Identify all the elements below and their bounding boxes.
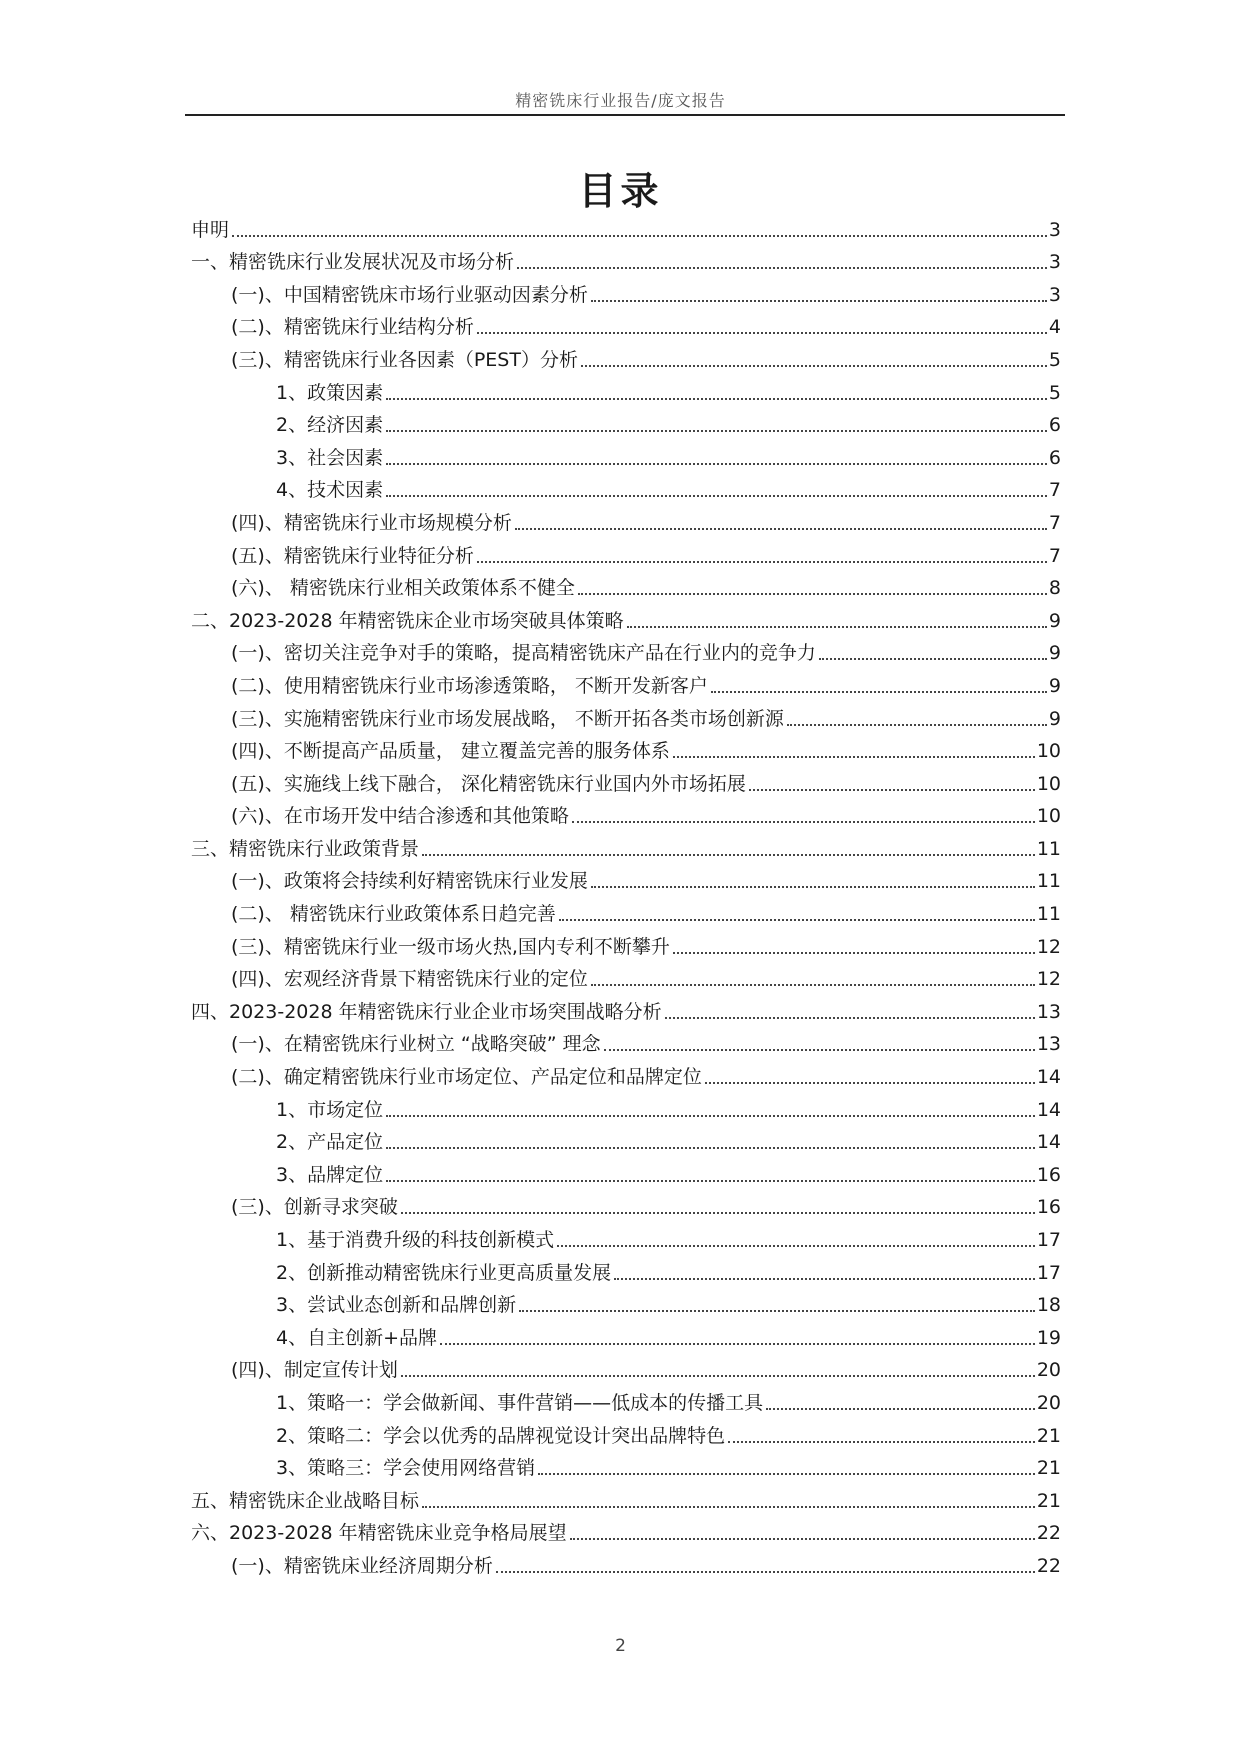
toc-entry[interactable] [191,669,1061,702]
toc-entry-title: (六)、在市场开发中结合渗透和其他策略 [231,805,569,828]
toc-dot-leader [477,332,1047,334]
toc-entry-page: 9 [1048,707,1061,730]
toc-entry[interactable] [191,246,1061,279]
toc-dot-leader [386,1115,1035,1117]
toc-entry-page: 11 [1036,870,1061,893]
toc-dot-leader [614,1278,1035,1280]
toc-dot-leader [570,1538,1035,1540]
toc-dot-leader [578,593,1047,595]
toc-entry-page: 3 [1048,283,1061,306]
toc-dot-leader [422,854,1035,856]
header-divider [185,114,1065,116]
toc-entry-title: (三)、精密铣床行业一级市场火热,国内专利不断攀升 [231,935,670,958]
toc-dot-leader [604,1049,1035,1051]
toc-entry-page: 22 [1036,1522,1061,1545]
toc-dot-leader [386,463,1047,465]
toc-entry-page: 14 [1036,1066,1061,1089]
toc-dot-leader [591,984,1035,986]
toc-entry-title: 3、品牌定位 [276,1163,384,1186]
running-header: 精密铣床行业报告/庞文报告 [515,91,726,110]
toc-dot-leader [766,1408,1035,1410]
toc-entry-page: 21 [1036,1424,1061,1447]
toc-dot-leader [749,789,1035,791]
toc-entry-page: 12 [1036,968,1061,991]
toc-entry[interactable] [191,1158,1061,1191]
toc-entry[interactable] [191,1452,1061,1485]
toc-entry-title: 3、策略三：学会使用网络营销 [276,1457,536,1480]
toc-dot-leader [386,1180,1035,1182]
toc-entry-title: 五、精密铣床企业战略目标 [191,1489,420,1512]
toc-entry-page: 9 [1048,642,1061,665]
toc-entry-page: 6 [1048,414,1061,437]
toc-entry-page: 14 [1036,1098,1061,1121]
toc-dot-leader [386,495,1047,497]
toc-entry[interactable] [191,278,1061,311]
toc-dot-leader [477,561,1047,563]
toc-dot-leader [401,1375,1035,1377]
toc-entry[interactable] [191,474,1061,507]
toc-entry-title: 2、经济因素 [276,414,384,437]
toc-entry-title: 2、策略二：学会以优秀的品牌视觉设计突出品牌特色 [276,1424,726,1447]
toc-dot-leader [401,1212,1035,1214]
toc-entry-title: 一、精密铣床行业发展状况及市场分析 [191,251,515,274]
toc-entry-page: 19 [1036,1326,1061,1349]
toc-entry[interactable] [191,897,1061,930]
toc-entry-page: 20 [1036,1359,1061,1382]
page-title: 目录 [578,169,663,213]
toc-entry-title: 2、产品定位 [276,1131,384,1154]
toc-entry-page: 7 [1048,511,1061,534]
toc-dot-leader [422,1506,1035,1508]
toc-dot-leader [232,235,1047,237]
toc-entry-title: (三)、创新寻求突破 [231,1196,398,1219]
toc-entry[interactable] [191,311,1061,344]
toc-dot-leader [386,430,1047,432]
toc-entry-title: 4、自主创新+品牌 [276,1326,438,1349]
toc-entry-title: (二)、确定精密铣床行业市场定位、产品定位和品牌定位 [231,1066,702,1089]
toc-entry[interactable] [191,800,1061,833]
toc-entry-page: 4 [1048,316,1061,339]
toc-dot-leader [591,300,1047,302]
page-number: 2 [615,1636,626,1656]
toc-entry[interactable] [191,376,1061,409]
toc-entry[interactable] [191,506,1061,539]
toc-entry[interactable] [191,1517,1061,1550]
toc-entry-page: 17 [1036,1261,1061,1284]
toc-entry[interactable] [191,213,1061,246]
toc-entry-page: 12 [1036,935,1061,958]
toc-entry-title: (三)、实施精密铣床行业市场发展战略， 不断开拓各类市场创新源 [231,707,784,730]
toc-entry[interactable] [191,963,1061,996]
toc-entry-title: (二)、精密铣床行业结构分析 [231,316,474,339]
toc-dot-leader [572,821,1035,823]
toc-entry-page: 10 [1036,805,1061,828]
toc-dot-leader [728,1441,1035,1443]
toc-entry-page: 5 [1048,381,1061,404]
toc-entry-title: 申明 [191,218,230,241]
toc-entry-page: 10 [1036,772,1061,795]
toc-entry[interactable] [191,1549,1061,1582]
toc-dot-leader [673,756,1035,758]
toc-entry-page: 3 [1048,251,1061,274]
toc-entry[interactable] [191,1060,1061,1093]
toc-dot-leader [517,267,1047,269]
toc-entry-page: 11 [1036,837,1061,860]
toc-entry-page: 6 [1048,446,1061,469]
toc-dot-leader [557,1245,1035,1247]
toc-entry-title: 三、精密铣床行业政策背景 [191,837,420,860]
toc-entry-page: 8 [1048,577,1061,600]
toc-entry-title: (四)、精密铣床行业市场规模分析 [231,511,512,534]
toc-entry-title: (五)、实施线上线下融合， 深化精密铣床行业国内外市场拓展 [231,772,746,795]
toc-entry[interactable] [191,865,1061,898]
toc-dot-leader [519,1310,1035,1312]
toc-entry-title: (四)、不断提高产品质量， 建立覆盖完善的服务体系 [231,740,670,763]
toc-entry-title: (三)、精密铣床行业各因素（PEST）分析 [231,348,578,371]
toc-entry[interactable] [191,1191,1061,1224]
toc-entry-page: 9 [1048,609,1061,632]
toc-entry[interactable] [191,1223,1061,1256]
toc-dot-leader [515,528,1047,530]
toc-entry-page: 5 [1048,348,1061,371]
toc-entry-page: 7 [1048,544,1061,567]
toc-entry-title: 3、尝试业态创新和品牌创新 [276,1294,517,1317]
toc-entry[interactable] [191,604,1061,637]
toc-dot-leader [559,919,1035,921]
toc-entry[interactable] [191,1321,1061,1354]
toc-dot-leader [591,886,1035,888]
toc-entry-title: 四、2023-2028 年精密铣床行业企业市场突围战略分析 [191,1000,662,1023]
toc-entry[interactable] [191,1484,1061,1517]
toc-entry[interactable] [191,735,1061,768]
toc-dot-leader [627,626,1047,628]
toc-entry-title: 1、政策因素 [276,381,384,404]
toc-entry[interactable] [191,409,1061,442]
toc-entry-title: (五)、精密铣床行业特征分析 [231,544,474,567]
toc-entry-title: 二、2023-2028 年精密铣床企业市场突破具体策略 [191,609,624,632]
toc-entry-title: (四)、宏观经济背景下精密铣床行业的定位 [231,968,588,991]
toc-dot-leader [496,1571,1035,1573]
toc-entry-page: 17 [1036,1229,1061,1251]
toc-entry-page: 9 [1048,674,1061,697]
toc-entry-page: 21 [1036,1457,1061,1480]
toc-dot-leader [440,1343,1035,1345]
toc-entry[interactable] [191,832,1061,865]
toc-entry-title: (一)、中国精密铣床市场行业驱动因素分析 [231,283,588,306]
toc-entry[interactable] [191,1093,1061,1126]
toc-entry-page: 21 [1036,1489,1061,1512]
toc-entry-page: 13 [1036,1033,1061,1056]
toc-entry[interactable] [191,702,1061,735]
toc-entry-page: 10 [1036,740,1061,763]
toc-dot-leader [673,952,1035,954]
toc-dot-leader [386,1147,1035,1149]
toc-entry-page: 11 [1036,903,1061,926]
toc-dot-leader [711,691,1047,693]
toc-entry[interactable] [191,572,1061,605]
toc-entry-title: 1、基于消费升级的科技创新模式 [276,1229,555,1251]
toc-entry[interactable] [191,767,1061,800]
toc-dot-leader [581,365,1047,367]
toc-entry[interactable] [191,1386,1061,1419]
toc-entry-page: 13 [1036,1000,1061,1023]
toc-entry-title: (一)、精密铣床业经济周期分析 [231,1554,493,1577]
toc-entry-title: 1、策略一：学会做新闻、事件营销——低成本的传播工具 [276,1391,764,1414]
toc-entry-title: 1、市场定位 [276,1098,384,1121]
toc-entry-page: 16 [1036,1196,1061,1219]
table-of-contents [191,213,1061,1582]
toc-entry[interactable] [191,441,1061,474]
toc-entry-title: (一)、在精密铣床行业树立 “战略突破” 理念 [231,1033,601,1056]
toc-entry-page: 16 [1036,1163,1061,1186]
toc-entry[interactable] [191,1028,1061,1061]
toc-entry-title: 3、社会因素 [276,446,384,469]
toc-entry[interactable] [191,343,1061,376]
toc-entry-title: (二)、使用精密铣床行业市场渗透策略， 不断开发新客户 [231,674,708,697]
toc-dot-leader [386,398,1047,400]
toc-entry-title: (四)、制定宣传计划 [231,1359,398,1382]
toc-entry[interactable] [191,1126,1061,1159]
toc-dot-leader [787,724,1047,726]
toc-entry-title: (一)、密切关注竞争对手的策略，提高精密铣床产品在行业内的竞争力 [231,642,816,665]
toc-dot-leader [665,1017,1035,1019]
toc-dot-leader [538,1473,1035,1475]
toc-entry-title: 六、2023-2028 年精密铣床业竞争格局展望 [191,1522,567,1545]
toc-entry-page: 3 [1048,218,1061,241]
toc-entry[interactable] [191,1354,1061,1387]
toc-entry[interactable] [191,637,1061,670]
toc-entry-page: 22 [1036,1554,1061,1577]
toc-entry-title: (一)、政策将会持续利好精密铣床行业发展 [231,870,588,893]
toc-entry[interactable] [191,1419,1061,1452]
toc-entry-page: 20 [1036,1391,1061,1414]
toc-dot-leader [705,1082,1035,1084]
toc-dot-leader [819,658,1047,660]
toc-entry[interactable] [191,539,1061,572]
toc-entry-page: 18 [1036,1294,1061,1317]
toc-entry[interactable] [191,1256,1061,1289]
toc-entry-page: 7 [1048,479,1061,502]
toc-entry[interactable] [191,995,1061,1028]
toc-entry-page: 14 [1036,1131,1061,1154]
toc-entry-title: (六)、 精密铣床行业相关政策体系不健全 [231,577,575,600]
toc-entry[interactable] [191,930,1061,963]
toc-entry-title: 4、技术因素 [276,479,384,502]
toc-entry[interactable] [191,1289,1061,1322]
toc-entry-title: (二)、 精密铣床行业政策体系日趋完善 [231,903,556,926]
toc-entry-title: 2、创新推动精密铣床行业更高质量发展 [276,1261,612,1284]
